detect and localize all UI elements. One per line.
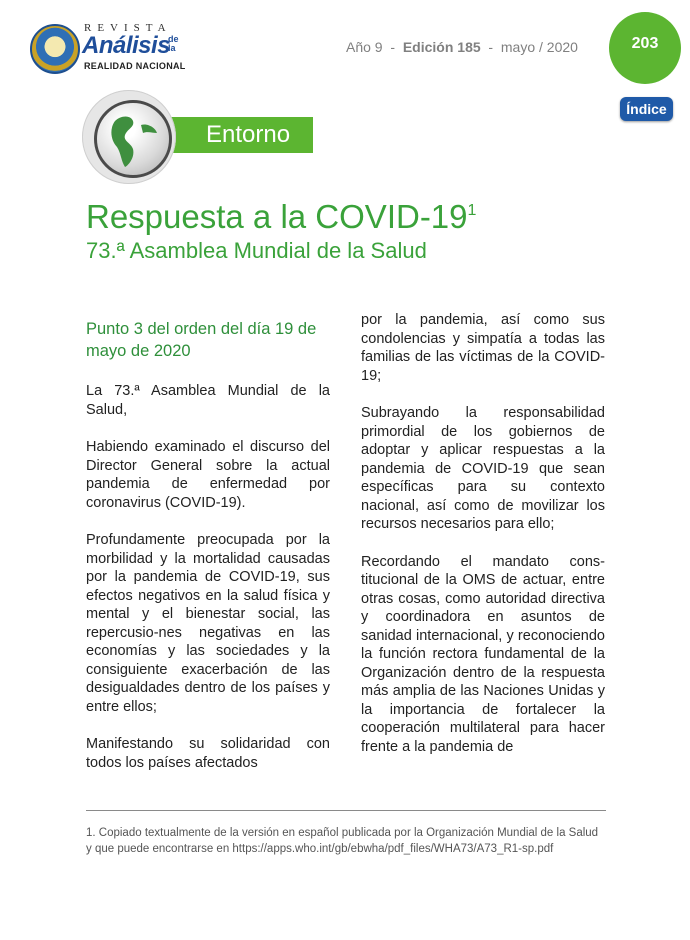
coat-of-arms-icon — [30, 24, 80, 74]
right-column — [361, 311, 605, 775]
issue-edition: Edición 185 — [402, 39, 481, 55]
left-column — [86, 318, 330, 791]
issue-date: mayo / 2020 — [500, 39, 578, 55]
paragraph: La 73.ª Asamblea Mundial de la Salud, — [86, 383, 330, 418]
logo-analisis: Análisis — [82, 32, 171, 59]
magazine-logo — [30, 22, 190, 78]
section-label: Entorno — [206, 121, 291, 148]
logo-realidad-nacional: REALIDAD NACIONAL — [84, 61, 186, 71]
footnote-divider — [86, 810, 606, 811]
agenda-heading: Punto 3 del orden del día 19 de mayo de 2020 — [86, 320, 317, 360]
logo-de-la: de la — [168, 34, 179, 53]
globe-continents-icon — [97, 103, 169, 175]
paragraph: Habiendo examinado el discurso del Director General sobre la actual pandemia de enfermedad por coronavirus (COVID-19). — [86, 439, 330, 511]
article-title-text: Respuesta a la COVID-19 — [86, 198, 468, 235]
paragraph: Profundamente preocupada por la morbilidad y la mortalidad causadas por la pandemia de COVID-19, sus efectos negativos en la salud física y mental y el bienestar social, las repercusio-nes negativas en las economías y las sociedades y la consiguiente exacerbación de las desigualdades dentro de los países y entre ellos; — [86, 532, 330, 715]
paragraph: por la pandemia, así como sus condolencias y simpatía a todas las familias de las víctimas de la COVID-19; — [361, 312, 605, 384]
paragraph: Recordando el mandato cons-titucional de la OMS de actuar, entre otras cosas, como autoridad directiva y coordinadora en asuntos de sanidad internacional, y reconociendo la función rectora fundamental de la Organización dentro de la respuesta más amplia de las Naciones Unidas y la importancia de fortalecer la cooperación multilateral para hacer frente a la pandemia de — [361, 553, 605, 755]
paragraph: Manifestando su solidaridad con todos los países afectados — [86, 736, 330, 771]
page-number-badge: 203 — [609, 12, 681, 84]
logo-revista: REVISTA — [84, 22, 172, 34]
issue-info — [346, 39, 578, 55]
article-title — [86, 198, 476, 236]
issue-year: Año 9 — [346, 39, 383, 55]
globe-icon — [94, 100, 172, 178]
issue-separator: - — [390, 39, 396, 55]
paragraph: Subrayando la responsabilidad primordial de los gobiernos de adoptar y aplicar respuestas a la pandemia de COVID-19 que sean específicas para su contexto nacional, así como de movilizar los recursos necesarios para ello; — [361, 405, 605, 532]
article-subtitle: 73.ª Asamblea Mundial de la Salud — [86, 238, 427, 263]
footnote: 1. Copiado textualmente de la versión en español publicada por la Organización Mundial de la Salud y que puede encontrarse en https://apps.who.int/gb/ebwha/pdf_files/WHA73/A73_R1-sp.pdf — [86, 827, 599, 855]
index-button[interactable]: Índice — [620, 97, 673, 121]
issue-separator: - — [488, 39, 494, 55]
title-footnote-marker: 1 — [467, 202, 477, 219]
